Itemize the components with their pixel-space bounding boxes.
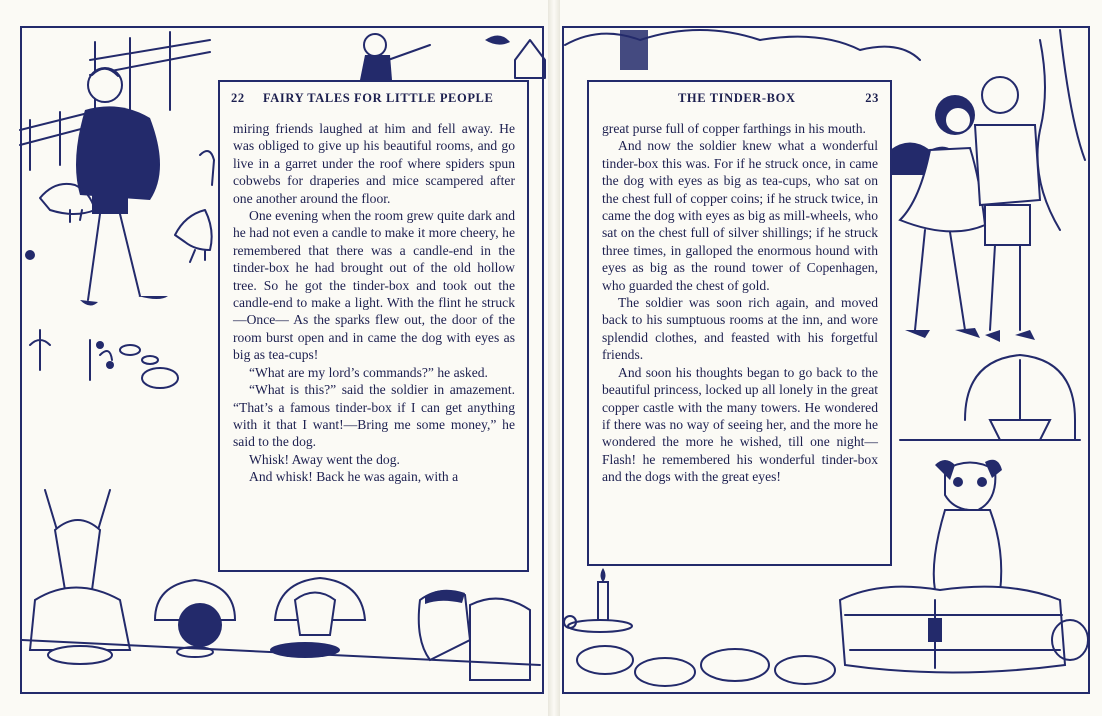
left-running-title: FAIRY TALES FOR LITTLE PEOPLE [263, 91, 494, 105]
left-page-text-panel [218, 80, 529, 572]
girl-in-cape-figure [76, 68, 168, 306]
flower-plants [25, 250, 178, 388]
right-body-text [602, 120, 878, 486]
children-embracing [900, 77, 1040, 342]
right-paragraph: And soon his thoughts began to go back to the beautiful princess, locked up all lonely in the great copper castle with the many towers. He wondered if there was no way of seeing her, and the more he wondered the more he wished, till one night—Flash! he remembered his wonderful tinder-box and the dogs with the great eyes! [602, 364, 878, 485]
right-page-number: 23 [865, 91, 879, 105]
right-page-text-panel [587, 80, 892, 566]
boy-reaching-figure [360, 34, 545, 80]
left-paragraph: Whisk! Away went the dog. [249, 451, 400, 467]
right-running-title: THE TINDER-BOX [678, 91, 796, 105]
dog-eating [270, 578, 365, 658]
animal-at-table [419, 590, 530, 680]
right-paragraph: great purse full of copper farthings in his mouth. [602, 121, 866, 136]
left-paragraph: And whisk! Back he was again, with a [249, 469, 459, 485]
hanging-lantern [900, 355, 1080, 440]
left-paragraph: miring friends laughed at him and fell away. He was obliged to give up his beautiful rooms, and go live in a garret under the roof where spiders spun cobwebs for draperies and mice scampered after one another around the floor. [233, 121, 515, 206]
left-running-head [231, 91, 516, 109]
candle-holder [564, 568, 632, 632]
treasure-chest [840, 587, 1065, 673]
cat-at-table [155, 580, 235, 657]
donkey-at-table [30, 490, 130, 664]
left-page-number: 22 [231, 91, 245, 105]
left-paragraph: “What is this?” said the soldier in amazement. “That’s a famous tinder-box if I can get anything with it that I want!—Bring me some money,” he said to the dog. [233, 382, 515, 450]
left-paragraph: One evening when the room grew quite dark and he had not even a candle to make it more cheery, he remembered that there was a candle-end in the tinder-box he had brought out of the old hollow tree. So he got the tinder-box and took out the candle-end to make a light. With the flint he struck—Once— As the sparks flew out, the door of the room burst open and in came the dog with eyes as big as tea-cups! [233, 208, 515, 363]
right-paragraph: The soldier was soon rich again, and moved back to his sumptuous rooms at the inn, and wore splendid clothes, and feasted with his forgetful friends. [602, 295, 878, 363]
right-running-head [600, 91, 879, 109]
right-paragraph: And now the soldier knew what a wonderful tinder-box this was. For if he struck once, in came the dog with eyes as big as tea-cups, who sat on the chest full of copper coins; if he struck twice, in came the dog with eyes as big as mill-wheels, who sat on the chest full of silver shillings; if he struck three times, in galloped the enormous hound with eyes as big as the round tower of Copenhagen, who guarded the chest of gold. [602, 138, 878, 293]
left-paragraph: “What are my lord’s commands?” he asked. [249, 364, 488, 380]
left-body-text [233, 120, 515, 486]
terrier-dog [934, 460, 1002, 592]
